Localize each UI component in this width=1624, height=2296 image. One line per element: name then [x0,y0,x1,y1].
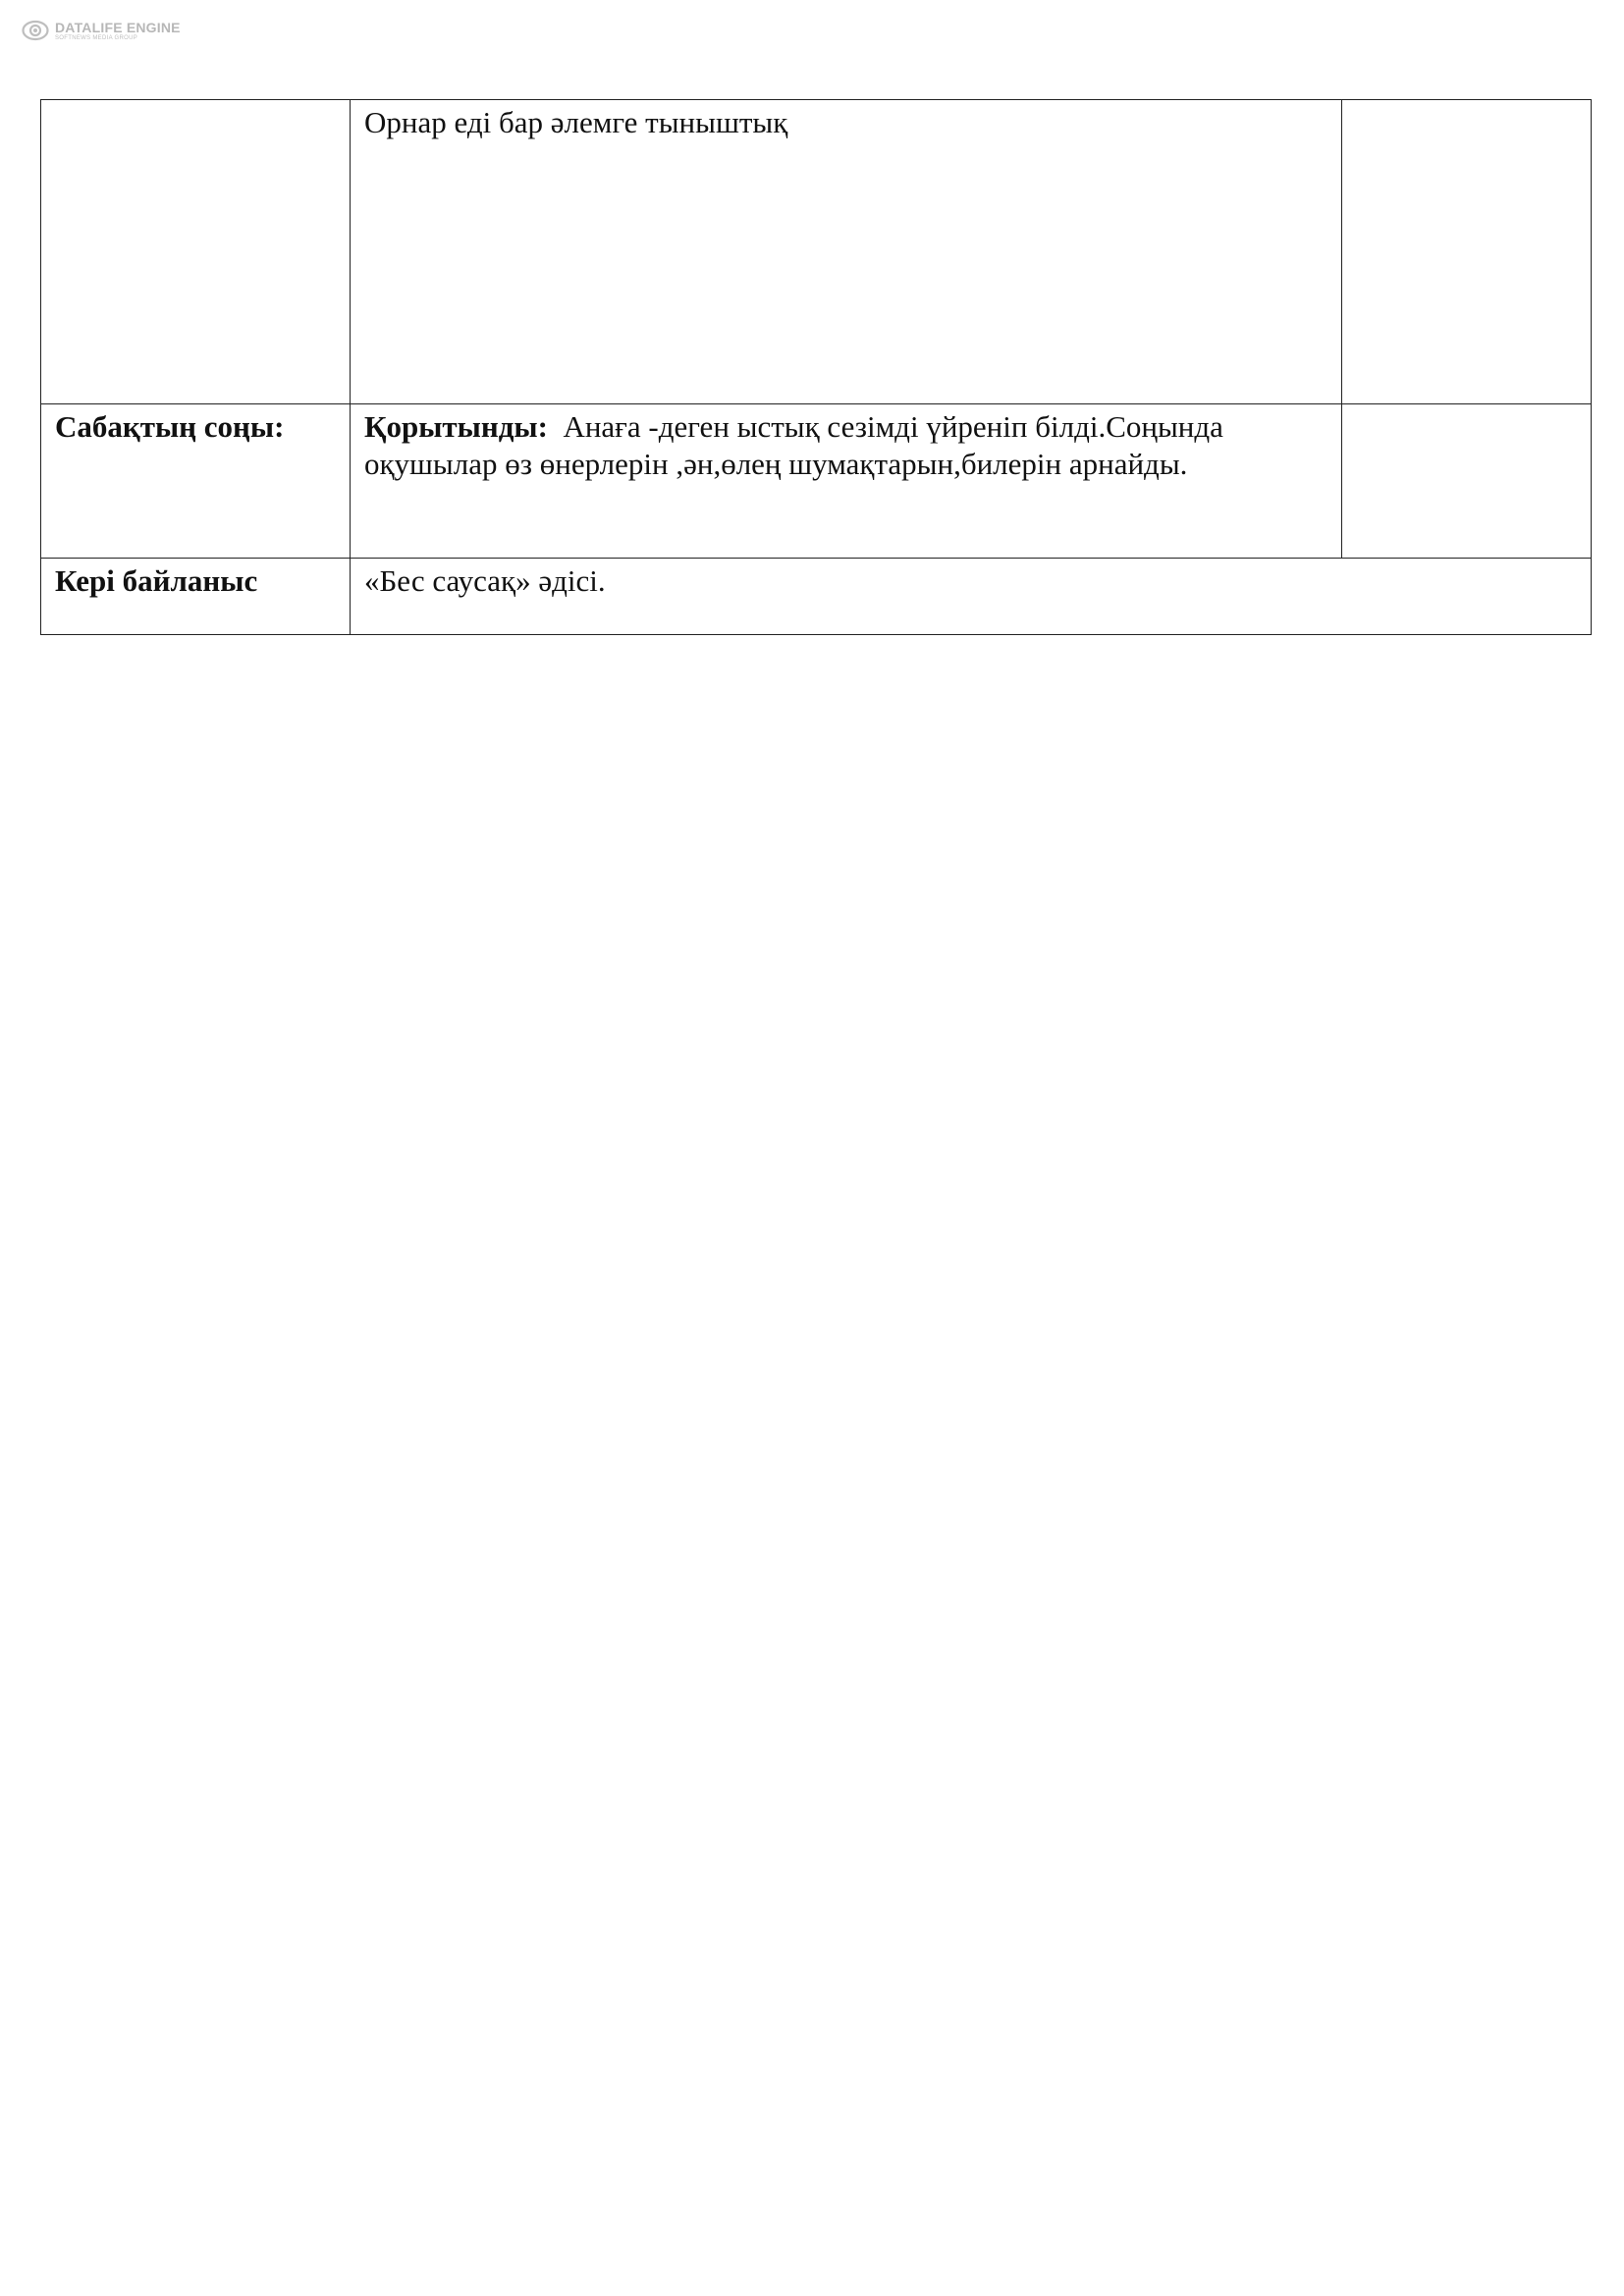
row-content-cell [351,404,1342,559]
conclusion-text: Анаға -деген ыстық сезімді үйреніп білді.Соңында оқушылар өз өнерлерін ,ән,өлең шумақтарын,билерін арнайды. [364,409,1223,481]
table-row [41,559,1592,635]
row-label-lesson-end: Сабақтың соңы: [41,404,351,559]
watermark-subtitle: SOFTNEWS MEDIA GROUP [55,34,138,41]
table-row [41,404,1592,559]
row-content-cell [351,100,1342,404]
watermark-logo [22,19,181,42]
row-content-cell [351,559,1592,635]
feedback-method-text: «Бес саусақ» әдісі. [364,563,606,598]
eye-logo-icon [22,19,49,42]
table-row [41,100,1592,404]
row-label-cell [41,100,351,404]
row-content-text: Орнар еді бар әлемге тыныштық [364,105,788,139]
conclusion-label: Қорытынды: [364,409,548,444]
watermark-title: DATALIFE ENGINE [55,19,181,35]
row-label-feedback: Кері байланыс [41,559,351,635]
row-extra-cell [1342,100,1592,404]
row-extra-cell [1342,404,1592,559]
lesson-plan-table [40,99,1592,635]
